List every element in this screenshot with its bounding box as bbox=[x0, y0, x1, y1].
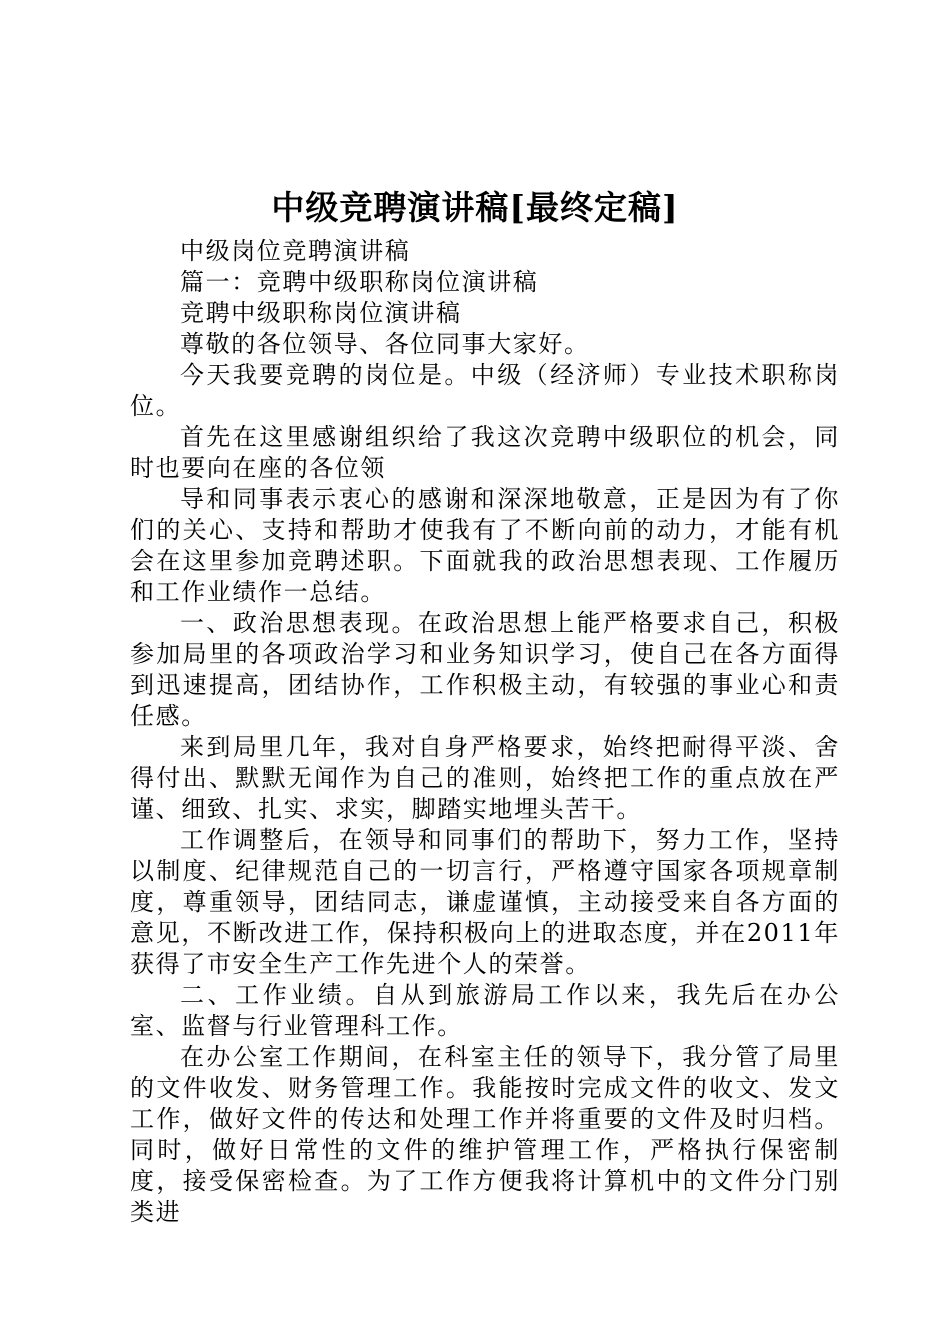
paragraph-self-discipline: 来到局里几年，我对自身严格要求，始终把耐得平淡、舍得付出、默默无闻作为自己的准则，始终把工作的重点放在严谨、细致、扎实、求实，脚踏实地埋头苦干。 bbox=[130, 733, 840, 823]
paragraph-position: 今天我要竞聘的岗位是。中级（经济师）专业技术职称岗位。 bbox=[130, 361, 840, 420]
paragraph-thanks: 首先在这里感谢组织给了我这次竞聘中级职位的机会，同时也要向在座的各位领 bbox=[130, 423, 840, 482]
document-title: 中级竞聘演讲稿[最终定稿] bbox=[271, 188, 679, 227]
paragraph-thanks-continued: 导和同事表示衷心的感谢和深深地敬意，正是因为有了你们的关心、支持和帮助才使我有了不断向前的动力，才能有机会在这里参加竞聘述职。下面就我的政治思想表现、工作履历和工作业绩作一总结。 bbox=[130, 485, 840, 606]
paragraph-office-work: 在办公室工作期间，在科室主任的领导下，我分管了局里的文件收发、财务管理工作。我能按时完成文件的收文、发文工作，做好文件的传达和处理工作并将重要的文件及时归档。同时，做好日常性的文件的维护管理工作，严格执行保密制度，接受保密检查。为了工作方便我将计算机中的文件分门别类进 bbox=[130, 1043, 840, 1226]
document-body bbox=[130, 236, 840, 1228]
paragraph-speech-title: 竞聘中级职称岗位演讲稿 bbox=[180, 299, 462, 327]
paragraph-after-adjustment: 工作调整后，在领导和同事们的帮助下，努力工作，坚持以制度、纪律规范自己的一切言行，严格遵守国家各项规章制度，尊重领导，团结同志，谦虚谨慎，主动接受来自各方面的意见，不断改进工作，保持积极向上的进取态度，并在2011年获得了市安全生产工作先进个人的荣誉。 bbox=[130, 826, 840, 978]
paragraph-heading-line: 中级岗位竞聘演讲稿 bbox=[180, 237, 411, 265]
paragraph-greeting: 尊敬的各位领导、各位同事大家好。 bbox=[180, 330, 590, 358]
paragraph-work-achievements: 二、工作业绩。自从到旅游局工作以来，我先后在办公室、监督与行业管理科工作。 bbox=[130, 981, 840, 1040]
paragraph-political-performance: 一、政治思想表现。在政治思想上能严格要求自己，积极参加局里的各项政治学习和业务知识学习，使自己在各方面得到迅速提高，团结协作，工作积极主动，有较强的事业心和责任感。 bbox=[130, 609, 840, 730]
paragraph-section-one-title: 篇一：竞聘中级职称岗位演讲稿 bbox=[180, 268, 539, 296]
